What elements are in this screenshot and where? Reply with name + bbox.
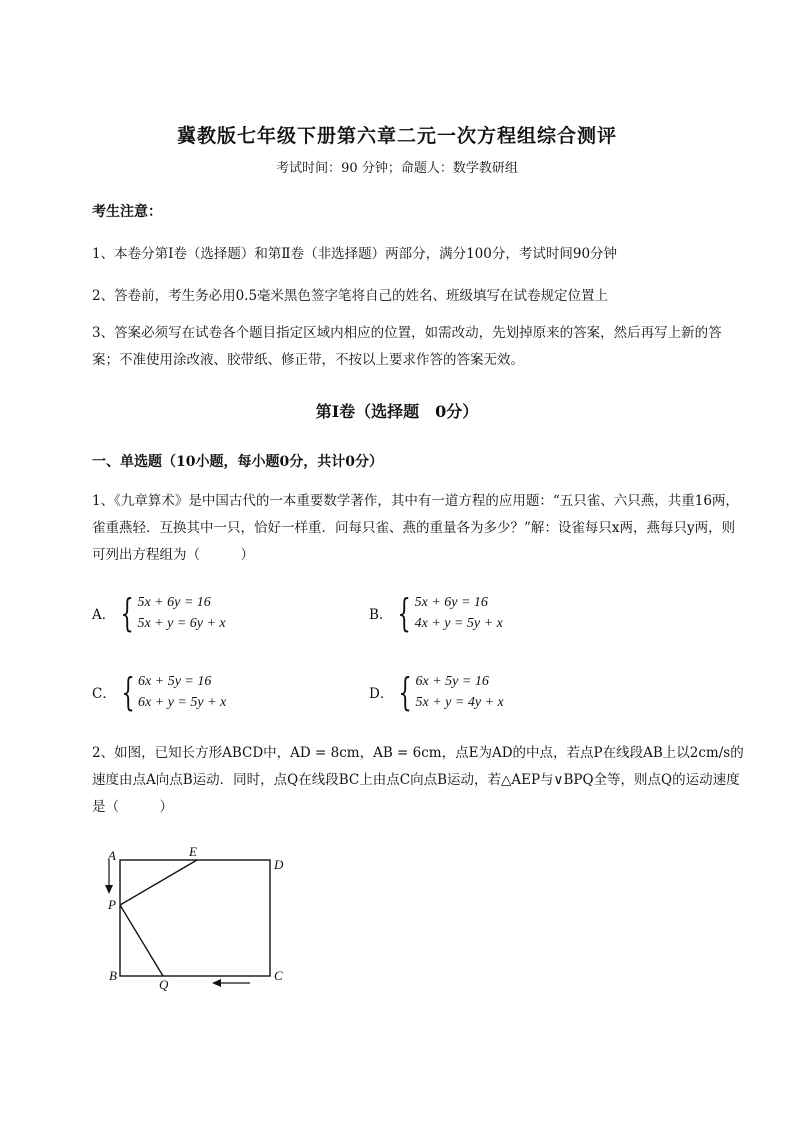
- equation-system: [137, 592, 225, 634]
- equation-system: [415, 592, 503, 634]
- notice-item-2: 2、答卷前，考生务必用0.5毫米黑色签字笔将自己的姓名、班级填写在试卷规定位置上: [92, 288, 609, 304]
- arrowhead-down-icon: [105, 885, 113, 894]
- equation: 4x + y = 5y + x: [414, 616, 503, 631]
- brace-icon: {: [397, 591, 412, 635]
- equation: 5x + 6y = 16: [414, 595, 488, 610]
- equation: 6x + 5y = 16: [138, 674, 212, 689]
- arrowhead-left-icon: [212, 979, 221, 987]
- option-label: B．: [369, 607, 393, 623]
- equation: 5x + y = 6y + x: [137, 616, 226, 631]
- option-label: A．: [92, 607, 116, 623]
- section-heading: 一、单选题（10小题，每小题0分，共计0分）: [92, 454, 383, 470]
- equation: 6x + 5y = 16: [415, 674, 489, 689]
- label-c: C: [274, 968, 283, 983]
- label-p: P: [108, 897, 116, 912]
- label-e: E: [189, 844, 197, 859]
- option-label: D．: [369, 686, 394, 702]
- label-q: Q: [159, 977, 169, 992]
- exam-info: 考试时间：90 分钟；命题人：数学教研组: [276, 161, 518, 176]
- segment-pq: [120, 905, 163, 976]
- notice-heading: 考生注意：: [92, 204, 162, 220]
- notice-item-3: 3、答案必须写在试卷各个题目指定区域内相应的位置，如需改动，先划掉原来的答案，然后再写上新的答案；不准使用涂改液、胶带纸、修正带，不按以上要求作答的答案无效。: [92, 325, 722, 368]
- option-a[interactable]: [92, 592, 226, 634]
- question-1-text: 1、《九章算术》是中国古代的一本重要数学著作，其中有一道方程的应用题：“五只雀、六只燕，共重16两，雀重燕轻．互换其中一只，恰好一样重．问每只雀、燕的重量各为多少？”解：设雀每只x两，燕每只y两，则可列出方程组为（ ）: [92, 493, 739, 563]
- brace-icon: {: [120, 591, 134, 635]
- brace-icon: {: [121, 670, 135, 714]
- question-2-text: 2、如图，已知长方形ABCD中，AD = 8cm，AB = 6cm，点E为AD的中点，若点P在线段AB上以2cm/s的速度由点A向点B运动．同时，点Q在线段BC上由点C向点B运动，若△AEP与∨BPQ全等，则点Q的运动速度是（ ）: [92, 745, 744, 815]
- equation-system: [416, 671, 504, 713]
- label-d: D: [274, 857, 284, 872]
- equation: 5x + y = 4y + x: [415, 695, 504, 710]
- rectangle-abcd: [120, 860, 270, 976]
- notice-item-1: 1、本卷分第Ⅰ卷（选择题）和第Ⅱ卷（非选择题）两部分，满分100分，考试时间90分钟: [92, 246, 618, 262]
- document-title: 冀教版七年级下册第六章二元一次方程组综合测评: [176, 125, 617, 147]
- option-label: C．: [92, 686, 116, 702]
- brace-icon: {: [398, 670, 413, 714]
- option-d[interactable]: [369, 671, 504, 713]
- equation-system: [138, 671, 226, 713]
- label-a: A: [108, 848, 116, 863]
- equation: 5x + 6y = 16: [137, 595, 211, 610]
- equation: 6x + y = 5y + x: [138, 695, 227, 710]
- option-c[interactable]: [92, 671, 226, 713]
- segment-pe: [120, 860, 197, 905]
- rectangle-figure: [100, 843, 300, 993]
- option-b[interactable]: [369, 592, 503, 634]
- label-b: B: [109, 968, 117, 983]
- part-title: 第Ⅰ卷（选择题 0分）: [315, 402, 479, 421]
